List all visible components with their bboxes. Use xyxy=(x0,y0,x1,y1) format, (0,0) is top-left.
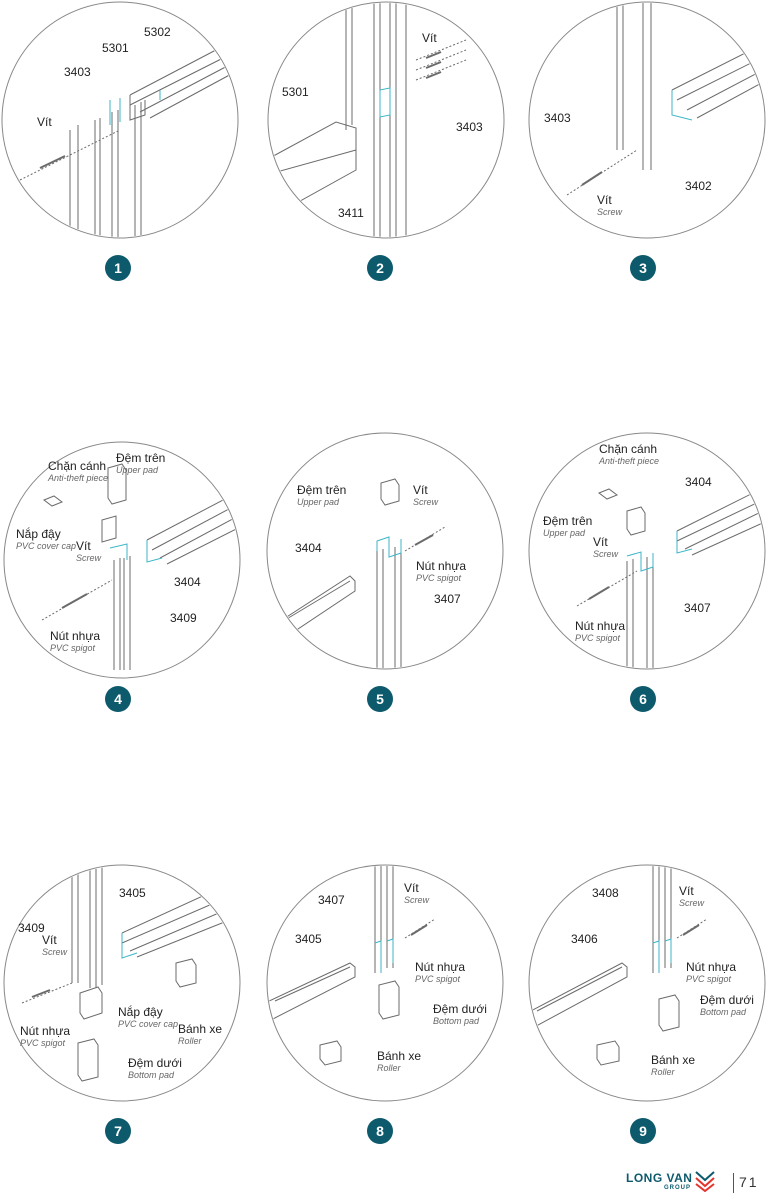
step-5-upper-pad-vi: Đệm trên xyxy=(297,483,347,497)
step-6-part-spigot xyxy=(575,620,625,643)
step-7-label-3405: 3405 xyxy=(119,886,146,900)
step-9-part-spigot xyxy=(686,961,736,984)
step-9-label-3406: 3406 xyxy=(571,932,598,946)
step-6-upper-pad-en: Upper pad xyxy=(543,528,586,538)
step-7-diagram xyxy=(2,863,242,1103)
step-8-part-spigot xyxy=(415,961,465,984)
step-8-label-3405: 3405 xyxy=(295,932,322,946)
step-4-label-3404: 3404 xyxy=(174,575,201,589)
step-4-label-3409: 3409 xyxy=(170,611,197,625)
step-4-cover-cap-en: PVC cover cap xyxy=(16,541,77,551)
step-5-screw-vi: Vít xyxy=(413,483,428,497)
step-8-diagram xyxy=(265,863,505,1103)
step-9-screw-en: Screw xyxy=(679,898,705,908)
step-9-spigot-vi: Nút nhựa xyxy=(686,960,737,974)
step-5-part-upper-pad xyxy=(297,484,346,507)
step-7-part-roller xyxy=(178,1023,222,1046)
step-7-cover-cap-en: PVC cover cap xyxy=(118,1019,179,1029)
step-2-label-3411: 3411 xyxy=(338,206,364,220)
step-4-anti-theft-en: Anti-theft piece xyxy=(48,473,109,483)
step-8-screw-en: Screw xyxy=(404,895,430,905)
step-9-part-screw xyxy=(679,885,704,908)
step-5-screw-en: Screw xyxy=(413,497,439,507)
step-7-screw-en: Screw xyxy=(42,947,68,957)
brand-sub: GROUP xyxy=(664,1185,692,1191)
step-5-upper-pad-en: Upper pad xyxy=(297,497,340,507)
step-7-bottom-pad-en: Bottom pad xyxy=(128,1070,175,1080)
step-3-label-3402: 3402 xyxy=(685,179,712,193)
step-4-part-anti-theft xyxy=(48,460,108,483)
step-4-badge: 4 xyxy=(105,686,131,712)
step-4-screw-vi: Vít xyxy=(76,539,91,553)
step-6-anti-theft-vi: Chặn cánh xyxy=(599,442,658,456)
step-4-cover-cap-vi: Nắp đậy xyxy=(16,527,61,541)
step-3-diagram xyxy=(527,0,767,240)
step-8-roller-en: Roller xyxy=(377,1063,401,1073)
step-6-part-anti-theft xyxy=(599,443,659,466)
step-6-anti-theft-en: Anti-theft piece xyxy=(599,456,660,466)
step-2-label-5301: 5301 xyxy=(282,85,309,99)
step-7-spigot-vi: Nút nhựa xyxy=(20,1024,71,1038)
step-3-screw-en: Screw xyxy=(597,207,623,217)
step-4-upper-pad-vi: Đệm trên xyxy=(116,451,166,465)
step-1-badge: 1 xyxy=(105,255,131,281)
step-4-part-screw xyxy=(76,540,101,563)
step-6-upper-pad-vi: Đệm trên xyxy=(543,514,593,528)
step-2-label-screw: Vít xyxy=(422,31,437,45)
step-6-part-upper-pad xyxy=(543,515,592,538)
step-1-label-5301: 5301 xyxy=(102,41,129,55)
step-9-badge: 9 xyxy=(630,1118,656,1144)
step-6-label-3404: 3404 xyxy=(685,475,712,489)
step-6-badge: 6 xyxy=(630,686,656,712)
step-7-bottom-pad-vi: Đệm dưới xyxy=(128,1056,182,1070)
step-9-spigot-en: PVC spigot xyxy=(686,974,732,984)
step-5-label-3407: 3407 xyxy=(434,592,461,606)
step-6-part-screw xyxy=(593,536,618,559)
step-9-bottom-pad-vi: Đệm dưới xyxy=(700,993,754,1007)
step-4-anti-theft-vi: Chặn cánh xyxy=(48,459,107,473)
step-4-diagram xyxy=(2,440,242,680)
step-9-part-roller xyxy=(651,1054,695,1077)
step-4-spigot-en: PVC spigot xyxy=(50,643,96,653)
step-8-screw-vi: Vít xyxy=(404,881,419,895)
step-5-spigot-vi: Nút nhựa xyxy=(416,559,467,573)
brand-name: LONG VAN xyxy=(626,1171,693,1185)
step-6-screw-en: Screw xyxy=(593,549,619,559)
step-4-upper-pad-en: Upper pad xyxy=(116,465,159,475)
step-7-part-screw xyxy=(42,934,67,957)
step-6-spigot-vi: Nút nhựa xyxy=(575,619,626,633)
step-4-part-cover-cap xyxy=(16,528,76,551)
step-8-roller-vi: Bánh xe xyxy=(377,1049,422,1063)
step-3-label-screw xyxy=(597,194,622,217)
step-5-spigot-en: PVC spigot xyxy=(416,573,462,583)
step-8-badge: 8 xyxy=(367,1118,393,1144)
step-2-badge: 2 xyxy=(367,255,393,281)
step-5-badge: 5 xyxy=(367,686,393,712)
step-3-screw-vi: Vít xyxy=(597,193,612,207)
step-2-diagram xyxy=(266,0,506,240)
brand-logo xyxy=(626,1168,716,1196)
step-7-roller-vi: Bánh xe xyxy=(178,1022,223,1036)
page-separator xyxy=(733,1173,734,1193)
step-7-label-3409: 3409 xyxy=(18,921,45,935)
step-9-part-bottom-pad xyxy=(700,994,754,1017)
step-8-spigot-vi: Nút nhựa xyxy=(415,960,466,974)
step-4-spigot-vi: Nút nhựa xyxy=(50,629,101,643)
step-9-bottom-pad-en: Bottom pad xyxy=(700,1007,747,1017)
step-7-cover-cap-vi: Nắp đậy xyxy=(118,1005,163,1019)
step-1-diagram xyxy=(0,0,240,240)
step-3-badge: 3 xyxy=(630,255,656,281)
step-6-screw-vi: Vít xyxy=(593,535,608,549)
step-7-part-cover-cap xyxy=(118,1006,178,1029)
brand-mark-icon xyxy=(694,1168,716,1192)
step-1-label-5302: 5302 xyxy=(144,25,171,39)
step-8-bottom-pad-en: Bottom pad xyxy=(433,1016,480,1026)
step-8-bottom-pad-vi: Đệm dưới xyxy=(433,1002,487,1016)
step-6-label-3407: 3407 xyxy=(684,601,711,615)
step-9-roller-vi: Bánh xe xyxy=(651,1053,696,1067)
step-4-part-spigot xyxy=(50,630,100,653)
step-9-diagram xyxy=(527,863,767,1103)
step-7-part-bottom-pad xyxy=(128,1057,182,1080)
step-8-spigot-en: PVC spigot xyxy=(415,974,461,984)
step-5-part-screw xyxy=(413,484,438,507)
step-9-screw-vi: Vít xyxy=(679,884,694,898)
step-7-roller-en: Roller xyxy=(178,1036,202,1046)
step-5-diagram xyxy=(265,431,505,671)
step-8-part-bottom-pad xyxy=(433,1003,487,1026)
step-5-part-spigot xyxy=(416,560,466,583)
page-number: 71 xyxy=(739,1174,759,1190)
step-1-label-screw: Vít xyxy=(37,115,52,129)
step-4-part-upper-pad xyxy=(116,452,165,475)
step-1-label-3403: 3403 xyxy=(64,65,91,79)
step-9-label-3408: 3408 xyxy=(592,886,619,900)
step-5-label-3404: 3404 xyxy=(295,541,322,555)
step-3-label-3403: 3403 xyxy=(544,111,571,125)
step-6-spigot-en: PVC spigot xyxy=(575,633,621,643)
step-7-badge: 7 xyxy=(105,1118,131,1144)
step-7-part-spigot xyxy=(20,1025,70,1048)
step-7-spigot-en: PVC spigot xyxy=(20,1038,66,1048)
step-6-diagram xyxy=(527,431,767,671)
step-8-part-roller xyxy=(377,1050,421,1073)
step-4-screw-en: Screw xyxy=(76,553,102,563)
step-8-part-screw xyxy=(404,882,429,905)
step-2-label-3403: 3403 xyxy=(456,120,483,134)
step-7-screw-vi: Vít xyxy=(42,933,57,947)
step-8-label-3407: 3407 xyxy=(318,893,345,907)
step-9-roller-en: Roller xyxy=(651,1067,675,1077)
